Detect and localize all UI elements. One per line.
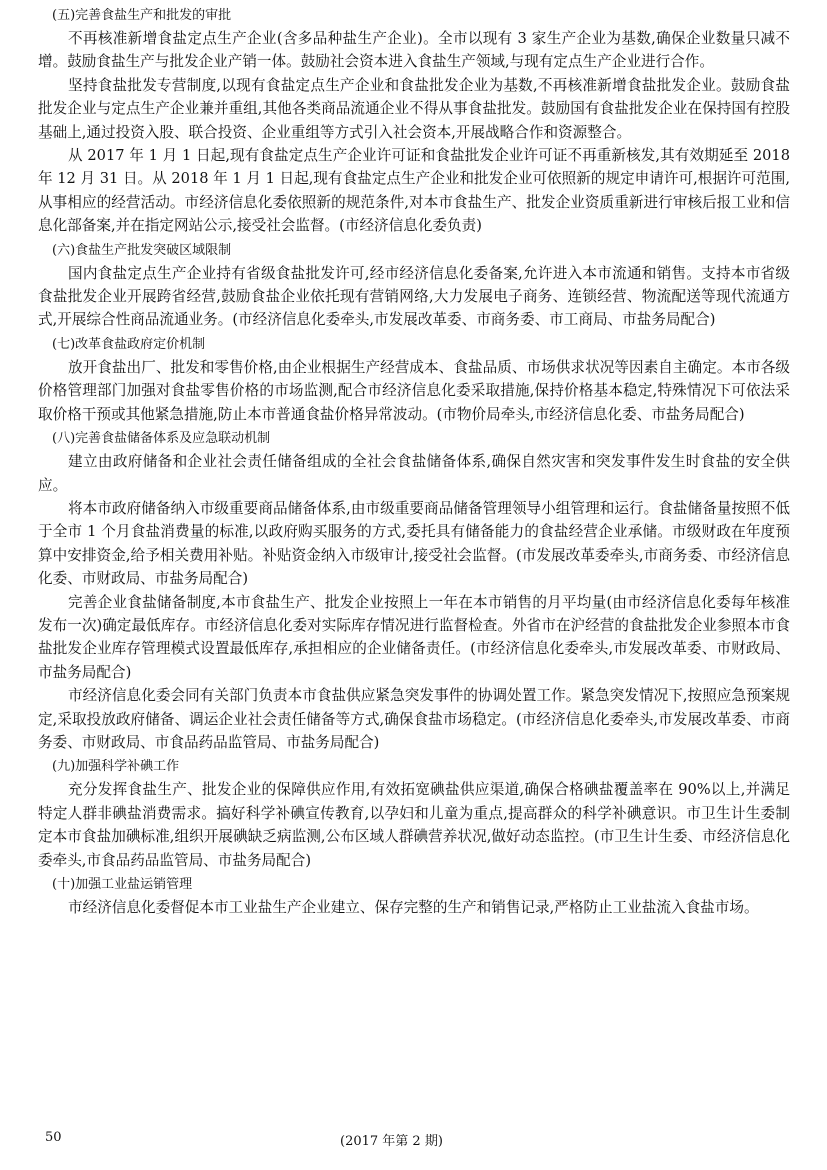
- paragraph: 充分发挥食盐生产、批发企业的保障供应作用,有效拓宽碘盐供应渠道,确保合格碘盐覆盖率在 90%以上,并满足特定人群非碘盐消费需求。搞好科学补碘宣传教育,以孕妇和儿童为重点,提高群众的科学补碘意识。市卫生计生委制定本市食盐加碘标准,组织开展碘缺乏病监测,公布区域人群碘营养状况,做好动态监控。(市卫生计生委、市经济信息化委牵头,市食品药品监管局、市盐务局配合): [38, 781, 790, 869]
- document-body: [38, 3, 790, 919]
- paragraph: 完善企业食盐储备制度,本市食盐生产、批发企业按照上一年在本市销售的月平均量(由市经济信息化委每年核准发布一次)确定最低库存。市经济信息化委对实际库存情况进行监督检查。外省市在沪经营的食盐批发企业参照本市食盐批发企业库存管理模式设置最低库存,承担相应的企业储备责任。(市经济信息化委牵头,市发展改革委、市财政局、市盐务局配合): [38, 593, 790, 681]
- paragraph: 坚持食盐批发专营制度,以现有食盐定点生产企业和食盐批发企业为基数,不再核准新增食盐批发企业。鼓励食盐批发企业与定点生产企业兼并重组,其他各类商品流通企业不得从事食盐批发。鼓励国有食盐批发企业在保持国有控股基础上,通过投资入股、联合投资、企业重组等方式引入社会资本,开展战略合作和资源整合。: [38, 76, 790, 141]
- paragraph: 市经济信息化委督促本市工业盐生产企业建立、保存完整的生产和销售记录,严格防止工业盐流入食盐市场。: [68, 899, 759, 916]
- section-heading-9: (九)加强科学补碘工作: [52, 759, 180, 775]
- section-heading-8: (八)完善食盐储备体系及应急联动机制: [52, 431, 271, 447]
- section-heading-6: (六)食盐生产批发突破区域限制: [52, 242, 232, 258]
- page-footer: [0, 1130, 827, 1154]
- paragraph: 不再核准新增食盐定点生产企业(含多品种盐生产企业)。全市以现有 3 家生产企业为基数,确保企业数量只减不增。鼓励食盐生产与批发企业产销一体。鼓励社会资本进入食盐生产领域,与现有定点生产企业进行合作。: [38, 30, 790, 71]
- paragraph: 建立由政府储备和企业社会责任储备组成的全社会食盐储备体系,确保自然灾害和突发事件发生时食盐的安全供应。: [38, 453, 790, 494]
- section-heading-10: (十)加强工业盐运销管理: [52, 877, 193, 892]
- paragraph: 从 2017 年 1 月 1 日起,现有食盐定点生产企业许可证和食盐批发企业许可证不再重新核发,其有效期延至 2018 年 12 月 31 日。从 2018 年 1 月 1 日起,现有食盐定点生产企业和批发企业可依照新的规定申请许可,根据许可范围,从事相应的经营活动。市经济信息化委依照新的规范条件,对本市食盐生产、批发企业资质重新进行审核后报工业和信息化部备案,并在指定网站公示,接受社会监督。(市经济信息化委负责): [38, 147, 790, 235]
- paragraph: 放开食盐出厂、批发和零售价格,由企业根据生产经营成本、食盐品质、市场供求状况等因素自主确定。本市各级价格管理部门加强对食盐零售价格的市场监测,配合市经济信息化委采取措施,保持价格基本稳定,特殊情况下可依法采取价格干预或其他紧急措施,防止本市普通食盐价格异常波动。(市物价局牵头,市经济信息化委、市盐务局配合): [38, 358, 790, 423]
- section-heading-7: (七)改革食盐政府定价机制: [52, 336, 206, 352]
- section-heading-5: (五)完善食盐生产和批发的审批: [52, 8, 232, 23]
- paragraph: 国内食盐定点生产企业持有省级食盐批发许可,经市经济信息化委备案,允许进入本市流通和销售。支持本市省级食盐批发企业开展跨省经营,鼓励食盐企业依托现有营销网络,大力发展电子商务、连锁经营、物流配送等现代流通方式,开展综合性商品流通业务。(市经济信息化委牵头,市发展改革委、市商务委、市工商局、市盐务局配合): [38, 264, 790, 329]
- paragraph: 将本市政府储备纳入市级重要商品储备体系,由市级重要商品储备管理领导小组管理和运行。食盐储备量按照不低于全市 1 个月食盐消费量的标准,以政府购买服务的方式,委托具有储备能力的食盐经营企业承储。市级财政在年度预算中安排资金,给予相关费用补贴。补贴资金纳入市级审计,接受社会监督。(市发展改革委牵头,市商务委、市经济信息化委、市财政局、市盐务局配合): [38, 499, 790, 588]
- issue-label: (2017 年第 2 期): [340, 1134, 443, 1149]
- paragraph: 市经济信息化委会同有关部门负责本市食盐供应紧急突发事件的协调处置工作。紧急突发情况下,按照应急预案规定,采取投放政府储备、调运企业社会责任储备等方式,确保食盐市场稳定。(市经济信息化委牵头,市发展改革委、市商务委、市财政局、市食品药品监管局、市盐务局配合): [38, 687, 790, 751]
- page-number: 50: [45, 1130, 62, 1145]
